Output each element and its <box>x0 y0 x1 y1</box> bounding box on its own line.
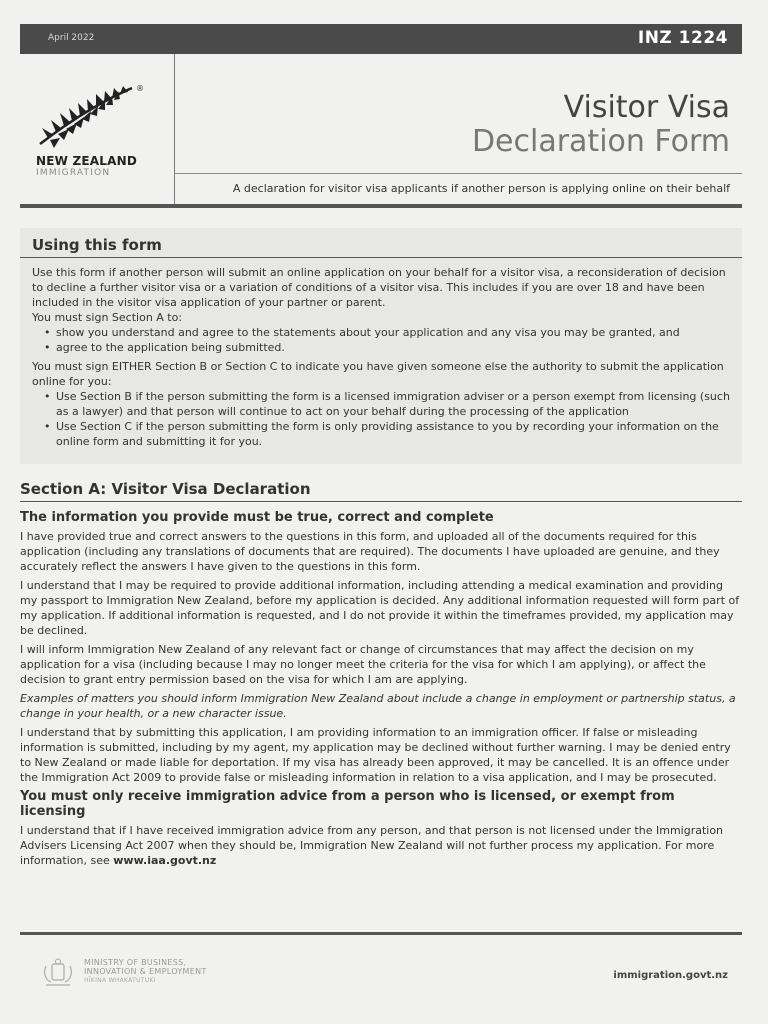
form-title-line2: Declaration Form <box>471 124 730 159</box>
mbie-logo-text <box>84 958 207 985</box>
using-form-intro: Use this form if another person will submit an online application on your behalf for a visitor visa, a reconsideration of decision to decline a further visitor visa or a variation of conditions of a visitor visa. This includes if you are over 18 and have been included in the visitor visa application of your partner or parent. <box>32 266 726 309</box>
silver-fern-icon <box>36 84 136 148</box>
form-title-line1: Visitor Visa <box>563 90 730 125</box>
header-divider-vertical <box>174 54 175 206</box>
section-a-para-4: Examples of matters you should inform Immigration New Zealand about include a change in employment or partnership status, a change in your health, or a new character issue. <box>20 692 736 720</box>
section-a-bullets <box>32 325 730 355</box>
registered-mark: ® <box>136 84 144 93</box>
section-a-para-2: I understand that I may be required to provide additional information, including attending a medical examination and providing my passport to Immigration New Zealand, before my application is decided. Any additional information requested will form part of my application. If additional information is requested, and I do not provide it within the timeframes provided, my application may be declined. <box>20 579 740 637</box>
nz-immigration-logo <box>32 84 152 184</box>
website-link[interactable]: immigration.govt.nz <box>613 970 728 981</box>
mbie-line-1: MINISTRY OF BUSINESS, <box>84 958 187 967</box>
section-a-para-5: I understand that by submitting this application, I am providing information to an immigration officer. If false or misleading information is submitted, including by my agent, my application may be declined without further warning. I may be denied entry to New Zealand or made liable for deportation. If my visa has already been approved, it may be cancelled. It is an offence under the Immigration Act 2009 to provide false or misleading information in relation to a visa application, and I may be prosecuted. <box>20 726 731 784</box>
form-subtitle: A declaration for visitor visa applicants if another person is applying online on their behalf <box>232 182 730 195</box>
section-a-heading: Section A: Visitor Visa Declaration <box>20 480 742 502</box>
section-bc-bullets <box>32 389 730 449</box>
section-a <box>20 480 742 868</box>
form-date: April 2022 <box>48 33 95 43</box>
list-item: • Use Section B if the person submitting the form is a licensed immigration adviser or a person exempt from licensing (such as a lawyer) and that person will continue to act on your behalf during the processing of the application <box>44 389 730 419</box>
nz-coat-of-arms-icon <box>40 958 76 990</box>
section-a-para-3: I will inform Immigration New Zealand of any relevant fact or change of circumstances that may affect the decision on my application for a visa (including because I may no longer meet the criteria for the visa for which I am applying), or affect the decision to grant entry permission based on the visa for which I am are applying. <box>20 643 706 686</box>
list-item: • Use Section C if the person submitting the form is only providing assistance to you by recording your information on the online form and submitting it for you. <box>44 419 730 449</box>
header-bar <box>20 24 742 54</box>
form-code: INZ 1224 <box>637 28 728 48</box>
using-form-heading: Using this form <box>20 236 742 258</box>
section-a-para-6 <box>20 823 742 868</box>
header-bottom-rule <box>20 204 742 208</box>
footer-rule <box>20 932 742 935</box>
using-form-section <box>20 228 742 464</box>
mbie-line-3: HĪKINA WHAKATUTUKI <box>84 977 156 984</box>
section-a-subhead-true: The information you provide must be true, correct and complete <box>20 510 494 525</box>
must-sign-a-text: You must sign Section A to: <box>32 311 183 324</box>
iaa-link[interactable]: www.iaa.govt.nz <box>113 854 217 867</box>
list-item: • agree to the application being submitted. <box>44 340 730 355</box>
list-item: • show you understand and agree to the statements about your application and any visa you may be granted, and <box>44 325 730 340</box>
section-a-para-6-text: I understand that if I have received immigration advice from any person, and that person is not licensed under the Immigration Advisers Licensing Act 2007 when they should be, Immigration New Zealand will not further process my application. For more information, see <box>20 824 724 867</box>
logo-text-immigration: IMMIGRATION <box>36 168 111 178</box>
section-a-subhead-advice: You must only receive immigration advice from a person who is licensed, or exempt from licensing <box>20 789 675 819</box>
logo-text-new-zealand: NEW ZEALAND <box>36 154 137 168</box>
mbie-line-2: INNOVATION & EMPLOYMENT <box>84 967 207 976</box>
section-a-para-1: I have provided true and correct answers to the questions in this form, and uploaded all of the documents required for this application (including any translations of documents that are required). The documents I have uploaded are genuine, and they accurately reflect the answers I have given to the questions in this form. <box>20 530 720 573</box>
must-sign-bc-text: You must sign EITHER Section B or Section C to indicate you have given someone else the authority to submit the application online for you: <box>32 360 724 388</box>
header-divider-horizontal <box>174 173 742 174</box>
